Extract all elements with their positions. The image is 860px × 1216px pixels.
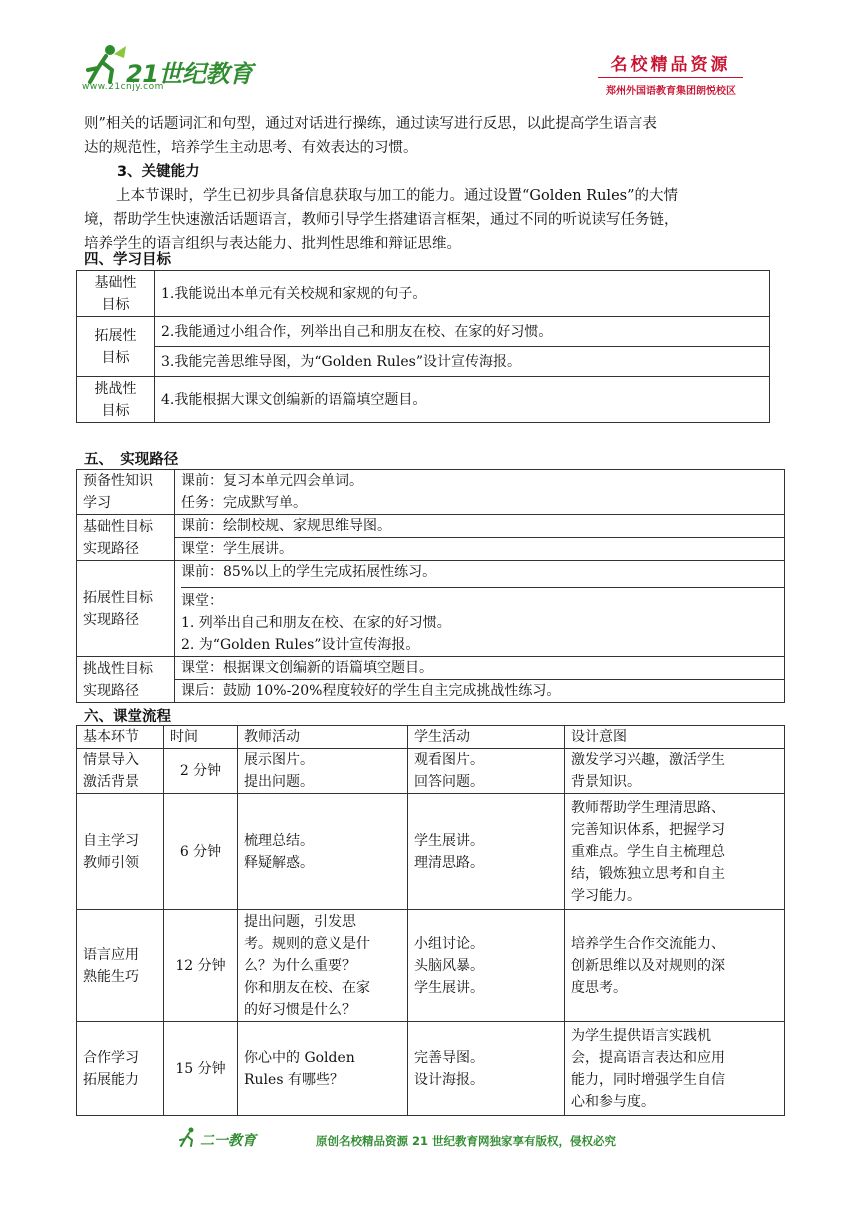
table-row: [77, 538, 785, 561]
goal-label: 拓展性 目标: [77, 317, 155, 377]
path-text: 课后：鼓励 10%-20%程度较好的学生自主完成挑战性练习。: [175, 680, 785, 703]
intent-cell: 激发学习兴趣，激活学生 背景知识。: [565, 749, 785, 794]
path-text: 课前：复习本单元四会单词。: [175, 470, 785, 493]
intro-paragraph: [84, 112, 784, 160]
table-row: [77, 492, 785, 515]
stage-cell: 语言应用 熟能生巧: [77, 910, 164, 1022]
intro-line: 达的规范性，培养学生主动思考、有效表达的习惯。: [84, 140, 418, 156]
path-label: 挑战性目标 实现路径: [77, 657, 175, 703]
table-row: [77, 749, 785, 794]
section-title-flow: 六、课堂流程: [84, 709, 171, 725]
teacher-cell: 你心中的 Golden Rules 有哪些？: [238, 1022, 408, 1116]
table-row: [77, 470, 785, 493]
goal-text: 1.我能说出本单元有关校规和家规的句子。: [155, 271, 770, 317]
table-row: [77, 377, 770, 423]
student-cell: 小组讨论。 头脑风暴。 学生展讲。: [408, 910, 565, 1022]
table-row: [77, 1022, 785, 1116]
goal-text: 2.我能通过小组合作，列举出自己和朋友在校、在家的好习惯。: [155, 317, 770, 347]
flow-table: [76, 725, 785, 1116]
table-row: [77, 515, 785, 538]
table-row: [77, 910, 785, 1022]
intent-cell: 教师帮助学生理清思路、 完善知识体系，把握学习 重难点。学生自主梳理总 结，锻炼独立思考和自主 学习能力。: [565, 794, 785, 910]
teacher-cell: 梳理总结。 释疑解惑。: [238, 794, 408, 910]
path-table: [76, 469, 785, 703]
teacher-cell: 展示图片。 提出问题。: [238, 749, 408, 794]
table-row: [77, 657, 785, 680]
path-text: 任务：完成默写单。: [175, 492, 785, 515]
goals-table: [76, 270, 770, 423]
path-text: 课堂：根据课文创编新的语篇填空题目。: [175, 657, 785, 680]
table-row: [77, 271, 770, 317]
table-row: [77, 347, 770, 377]
stage-cell: 合作学习 拓展能力: [77, 1022, 164, 1116]
col-header: 时间: [164, 726, 238, 749]
time-cell: 15 分钟: [164, 1022, 238, 1116]
teacher-cell: 提出问题，引发思 考。规则的意义是什 么？为什么重要？ 你和朋友在校、在家 的好习惯是什么？: [238, 910, 408, 1022]
footer-copyright: 原创名校精品资源 21 世纪教育网独家享有版权，侵权必究: [316, 1134, 617, 1148]
time-cell: 12 分钟: [164, 910, 238, 1022]
student-cell: 观看图片。 回答问题。: [408, 749, 565, 794]
path-label: 拓展性目标 实现路径: [77, 561, 175, 657]
col-header: 设计意图: [565, 726, 785, 749]
section-title-goals: 四、学习目标: [84, 252, 171, 268]
brand-divider: [598, 77, 743, 78]
logo-url: www.21cnjy.com: [82, 82, 164, 92]
path-text-block: 课前：85%以上的学生完成拓展性练习。 课堂： 1. 列举出自己和朋友在校、在家的好习惯。 2. 为“Golden Rules”设计宣传海报。: [175, 561, 785, 657]
goal-text: 4.我能根据大课文创编新的语篇填空题目。: [155, 377, 770, 423]
student-cell: 学生展讲。 理清思路。: [408, 794, 565, 910]
table-row: [77, 680, 785, 703]
footer-logo-text: 二一教育: [200, 1133, 256, 1149]
brand-subtitle: 郑州外国语教育集团朗悦校区: [606, 86, 736, 97]
paragraph-line: 境，帮助学生快速激活话题语言，教师引导学生搭建语言框架，通过不同的听说读写任务链，: [84, 212, 679, 228]
time-cell: 2 分钟: [164, 749, 238, 794]
path-text: 课堂：学生展讲。: [175, 538, 785, 561]
table-header-row: [77, 726, 785, 749]
intent-cell: 为学生提供语言实践机 会，提高语言表达和应用 能力，同时增强学生自信 心和参与度。: [565, 1022, 785, 1116]
section-heading: 3、关键能力: [117, 164, 200, 180]
intro-line: 则”相关的话题词汇和句型，通过对话进行操练，通过读写进行反思，以此提高学生语言表: [84, 116, 657, 132]
table-row: [77, 317, 770, 347]
time-cell: 6 分钟: [164, 794, 238, 910]
col-header: 基本环节: [77, 726, 164, 749]
intent-cell: 培养学生合作交流能力、 创新思维以及对规则的深 度思考。: [565, 910, 785, 1022]
footer-logo-icon: [178, 1126, 200, 1152]
paragraph-line: 培养学生的语言组织与表达能力、批判性思维和辩证思维。: [84, 236, 461, 252]
goal-label: 基础性 目标: [77, 271, 155, 317]
path-label: 预备性知识 学习: [77, 470, 175, 515]
paragraph-line: 上本节课时，学生已初步具备信息获取与加工的能力。通过设置“Golden Rules”的大情: [116, 188, 678, 204]
section-title-path: 五、 实现路径: [84, 452, 179, 468]
goal-label: 挑战性 目标: [77, 377, 155, 423]
student-cell: 完善导图。 设计海报。: [408, 1022, 565, 1116]
stage-cell: 情景导入 激活背景: [77, 749, 164, 794]
path-label: 基础性目标 实现路径: [77, 515, 175, 561]
table-row: [77, 561, 785, 657]
brand-title: 名校精品资源: [610, 55, 731, 75]
stage-cell: 自主学习 教师引领: [77, 794, 164, 910]
path-text: 课前：绘制校规、家规思维导图。: [175, 515, 785, 538]
col-header: 教师活动: [238, 726, 408, 749]
table-row: [77, 794, 785, 910]
logo-text: 21世纪教育: [126, 60, 253, 88]
goal-text: 3.我能完善思维导图，为“Golden Rules”设计宣传海报。: [155, 347, 770, 377]
col-header: 学生活动: [408, 726, 565, 749]
key-ability-paragraph: [84, 184, 784, 256]
